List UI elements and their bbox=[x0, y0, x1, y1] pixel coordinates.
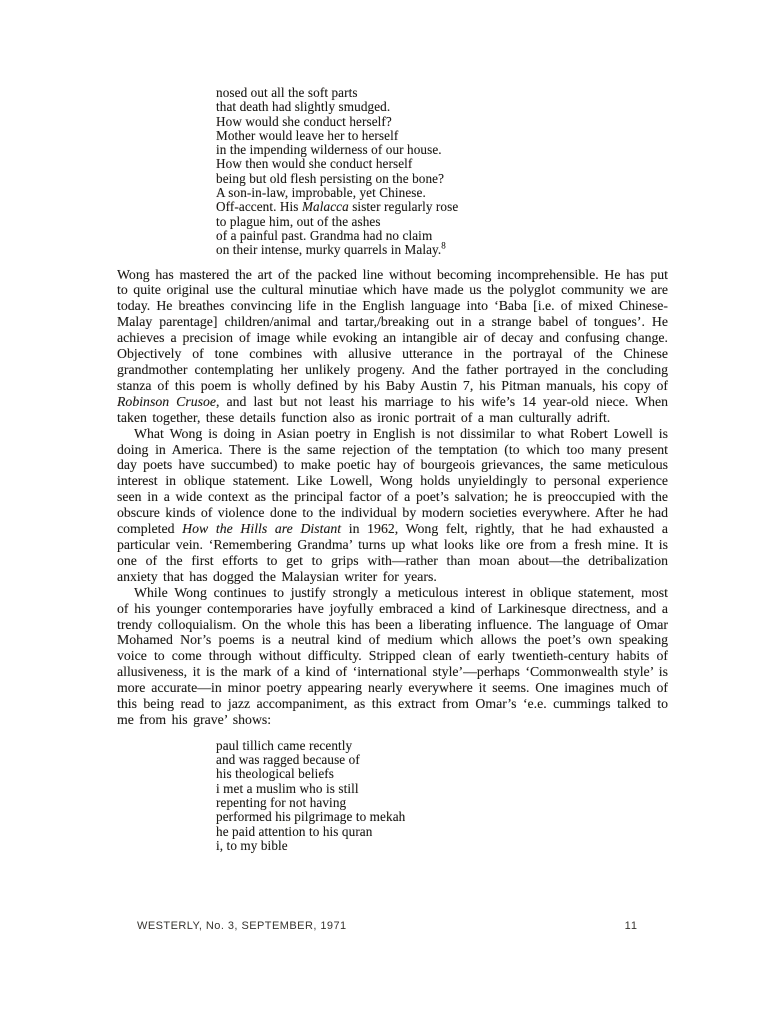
paragraph-2: What Wong is doing in Asian poetry in English is not dissimilar to what Robert Lowell is doing in America. There is the same rejection of the temptation (to which too many present day poets have succumbed) to make poetic hay of bourgeois grievances, the same meticulous interest in oblique statement. Like Lowell, Wong holds unyieldingly to personal experience seen in a wide context as the principal factor of a poet’s salvation; he is preoccupied with the obscure kinds of violence done to the individual by modern societies everywhere. After he had completed How the Hills are Distant in 1962, Wong felt, rightly, that he had exhausted a particular vein. ‘Remembering Grandma’ turns up what looks like ore from a fresh mine. It is one of the first efforts to get to grips with—rather than moan about—the detribalization anxiety that has dogged the Malaysian writer for years. bbox=[117, 425, 668, 584]
poem-line: paul tillich came recently bbox=[216, 737, 353, 753]
poem-excerpt-remembering-grandma bbox=[216, 86, 668, 258]
paragraph-1: Wong has mastered the art of the packed line without becoming incomprehensible. He has put to quite original use the cultural minutiae which have made us the polyglot community we are today. He breathes convincing life in the English language into ‘Baba [i.e. of mixed Chinese-Malay parentage] children/animal and tartar,/breaking out in a strange babel of tongues’. He achieves a precision of image while evoking an intangible air of decay and confusing change. Objectively of tone combines with allusive utterance in the portrayal of the Chinese grandmother contemplating her unlikely progeny. And the father portrayed in the concluding stanza of this poem is wholly defined by his Baby Austin 7, his Pitman manuals, his copy of Robinson Crusoe, and last but not least his marriage to his wife’s 14 year-old niece. When taken together, these details function also as ironic portrait of a man culturally adrift. bbox=[117, 266, 668, 425]
poem-line: in the impending wilderness of our house. bbox=[216, 142, 442, 158]
poem-line: and was ragged because of bbox=[216, 752, 360, 768]
poem-line: i, to my bible bbox=[216, 837, 288, 853]
journal-issue-line: WESTERLY, No. 3, SEPTEMBER, 1971 bbox=[137, 920, 347, 932]
poem-line: A son-in-law, improbable, yet Chinese. bbox=[216, 185, 426, 201]
poem-line: nosed out all the soft parts bbox=[216, 85, 358, 100]
poem-line: Mother would leave her to herself bbox=[216, 127, 399, 143]
poem-line: being but old flesh persisting on the bone? bbox=[216, 170, 445, 186]
poem-excerpt-ee-cummings bbox=[216, 739, 668, 853]
page-body bbox=[117, 86, 668, 853]
poem-line: to plague him, out of the ashes bbox=[216, 213, 381, 229]
page-footer bbox=[137, 920, 638, 932]
poem-line: on their intense, murky quarrels in Malay.$^8$ bbox=[216, 240, 446, 258]
poem-line: that death had slightly smudged. bbox=[216, 99, 391, 115]
paragraph-3: While Wong continues to justify strongly a meticulous interest in oblique statement, most of his younger contemporaries have joyfully embraced a kind of Larkinesque directness, and a trendy colloquialism. On the whole this has been a liberating influence. The language of Omar Mohamed Nor’s poems is a neutral kind of medium which allows the poet’s own speaking voice to come through without difficulty. Stripped clean of early twentieth-century habits of allusiveness, it is the mark of a kind of ‘international style’—perhaps ‘Commonwealth style’ is more accurate—in minor poetry appearing nearly everywhere it seems. One imagines much of this being read to jazz accompaniment, as this extract from Omar’s ‘e.e. cummings talked to me from his grave’ shows: bbox=[117, 584, 668, 727]
poem-line: he paid attention to his quran bbox=[216, 823, 373, 839]
poem-line: Off-accent. His Malacca sister regularly rose bbox=[216, 199, 459, 215]
poem-line: How then would she conduct herself bbox=[216, 156, 413, 172]
poem-line: performed his pilgrimage to mekah bbox=[216, 809, 406, 825]
poem-line: his theological beliefs bbox=[216, 766, 335, 782]
page-number: 11 bbox=[624, 920, 638, 932]
poem-line: How would she conduct herself? bbox=[216, 113, 392, 129]
poem-line: i met a muslim who is still bbox=[216, 780, 359, 796]
poem-line: repenting for not having bbox=[216, 795, 347, 811]
poem-line: of a painful past. Grandma had no claim bbox=[216, 227, 433, 243]
